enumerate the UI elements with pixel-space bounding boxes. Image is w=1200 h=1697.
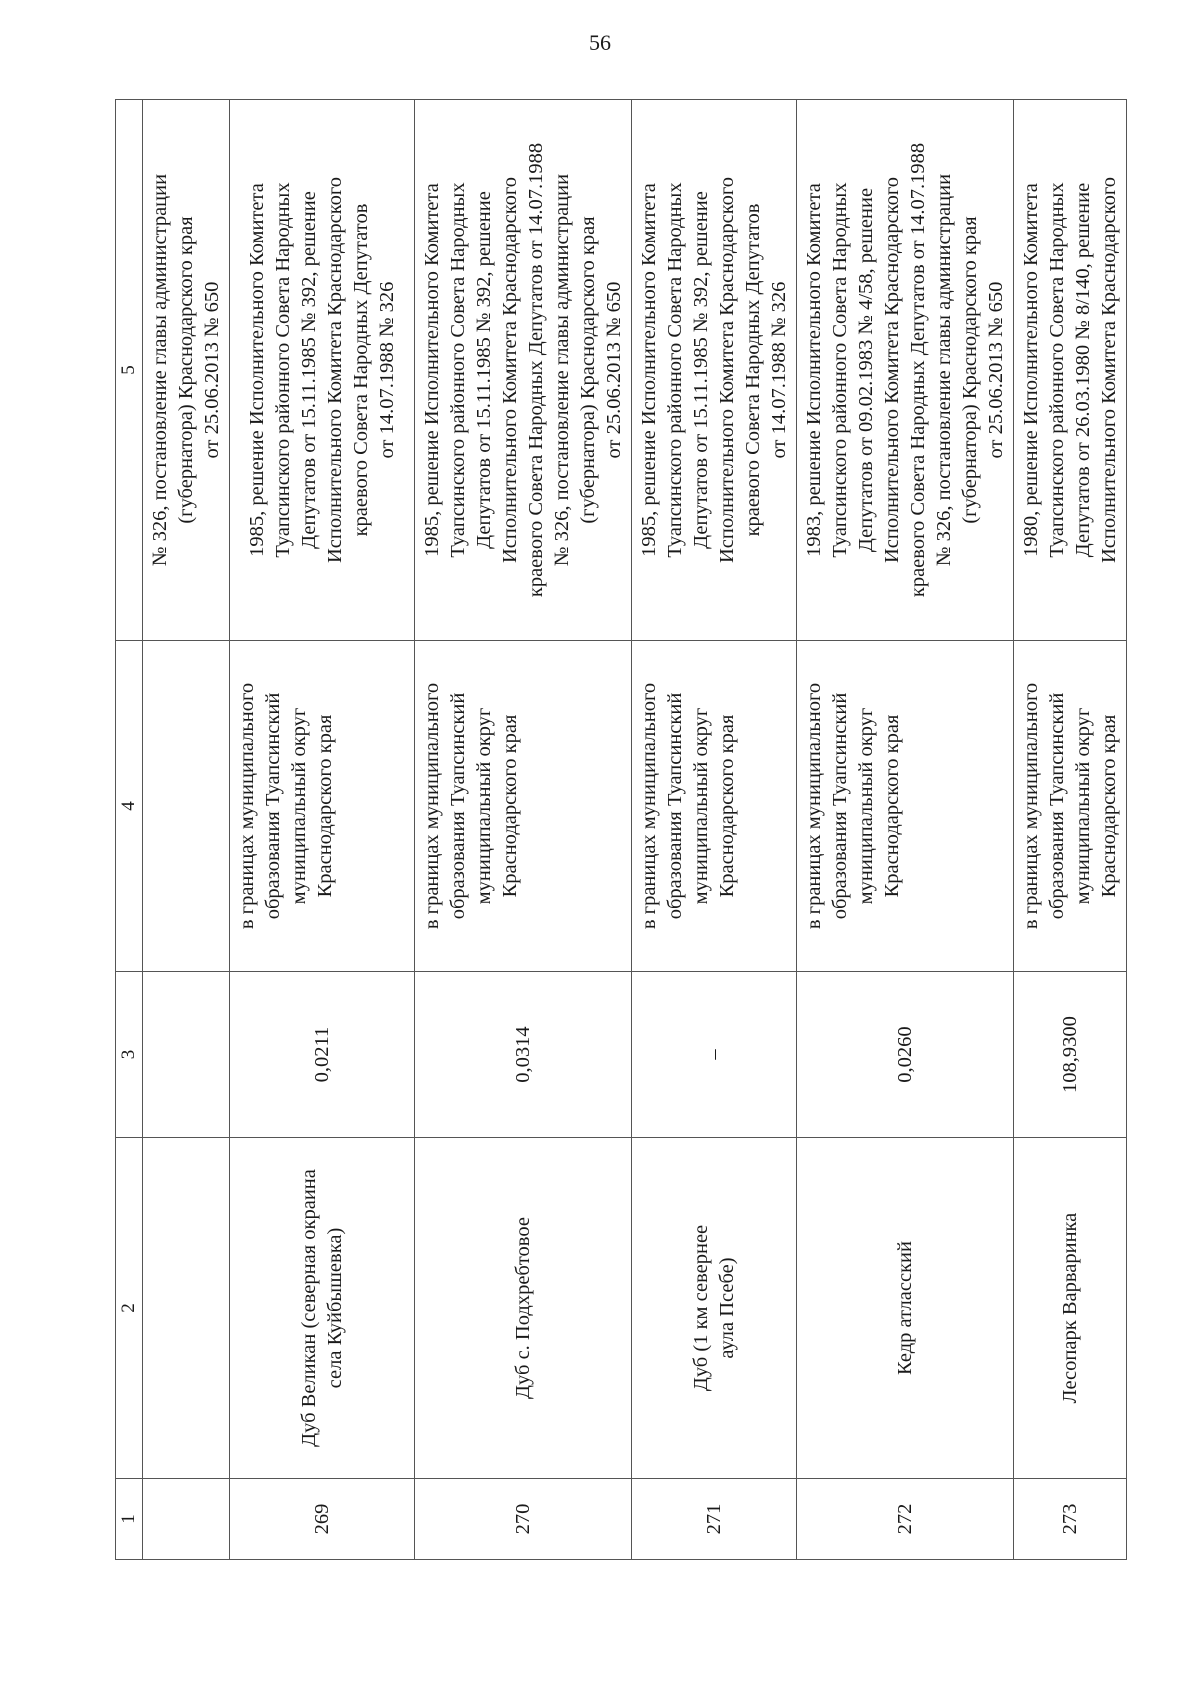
object-documents: 1985, решение Исполнительного Комитета Туапсинского районного Совета Народных Депутатов от 15.11.1985 № 392, решение Исполнительного Комитета Краснодарского краевого Совета Народных Депутатов от 14.07.1988 № 326 <box>230 100 415 641</box>
object-name: Кедр атласский <box>797 1138 1014 1479</box>
header-cell-4: 4 <box>116 641 143 972</box>
object-documents: 1983, решение Исполнительного Комитета Туапсинского районного Совета Народных Депутатов от 09.02.1983 № 4/58, решение Исполнительного Комитета Краснодарского краевого Совета Народных Депутатов от 14.07.1988 № 326, постановление главы администрации (губернатора) Краснодарского края от 25.06.2013 № 650 <box>797 100 1014 641</box>
object-area: 108,9300 <box>1014 972 1127 1138</box>
row-number: 272 <box>797 1479 1014 1560</box>
table-row <box>230 100 415 1560</box>
row-number: 273 <box>1014 1479 1127 1560</box>
table-row <box>797 100 1014 1560</box>
header-cell-5: 5 <box>116 100 143 641</box>
object-location: в границах муниципального образования Туапсинский муниципальный округ Краснодарского края <box>1014 641 1127 972</box>
object-documents: 1985, решение Исполнительного Комитета Туапсинского районного Совета Народных Депутатов от 15.11.1985 № 392, решение Исполнительного Комитета Краснодарского краевого Совета Народных Депутатов от 14.07.1988 № 326 <box>632 100 797 641</box>
table-row <box>632 100 797 1560</box>
object-area: 0,0211 <box>230 972 415 1138</box>
object-documents: 1985, решение Исполнительного Комитета Туапсинского районного Совета Народных Депутатов от 15.11.1985 № 392, решение Исполнительного Комитета Краснодарского краевого Совета Народных Депутатов от 14.07.1988 № 326, постановление главы администрации (губернатора) Краснодарского края от 25.06.2013 № 650 <box>415 100 632 641</box>
row-number: 270 <box>415 1479 632 1560</box>
object-area: – <box>632 972 797 1138</box>
page-number: 56 <box>589 30 611 55</box>
protected-objects-table <box>115 99 1127 1560</box>
object-location: в границах муниципального образования Туапсинский муниципальный округ Краснодарского края <box>632 641 797 972</box>
object-name: Лесопарк Варваринка <box>1014 1138 1127 1479</box>
row-number: 269 <box>230 1479 415 1560</box>
continuation-docs: № 326, постановление главы администрации (губернатора) Краснодарского края от 25.06.2013 № 650 <box>143 100 230 641</box>
object-location: в границах муниципального образования Туапсинский муниципальный округ Краснодарского края <box>797 641 1014 972</box>
object-name: Дуб с. Подхребтовое <box>415 1138 632 1479</box>
object-area: 0,0260 <box>797 972 1014 1138</box>
object-location: в границах муниципального образования Туапсинский муниципальный округ Краснодарского края <box>230 641 415 972</box>
object-area: 0,0314 <box>415 972 632 1138</box>
object-documents: 1980, решение Исполнительного Комитета Туапсинского районного Совета Народных Депутатов от 26.03.1980 № 8/140, решение Исполнительного Комитета Краснодарского <box>1014 100 1127 641</box>
header-cell-2: 2 <box>116 1138 143 1479</box>
table-row <box>1014 100 1127 1560</box>
rotated-table-container <box>115 105 1120 1560</box>
table-row <box>415 100 632 1560</box>
object-location: в границах муниципального образования Туапсинский муниципальный округ Краснодарского края <box>415 641 632 972</box>
header-row <box>116 100 143 1560</box>
object-name: Дуб (1 км севернее аула Псебе) <box>632 1138 797 1479</box>
object-name: Дуб Великан (северная окраина села Куйбышевка) <box>230 1138 415 1479</box>
header-cell-1: 1 <box>116 1479 143 1560</box>
row-number: 271 <box>632 1479 797 1560</box>
continuation-row <box>143 100 230 1560</box>
header-cell-3: 3 <box>116 972 143 1138</box>
